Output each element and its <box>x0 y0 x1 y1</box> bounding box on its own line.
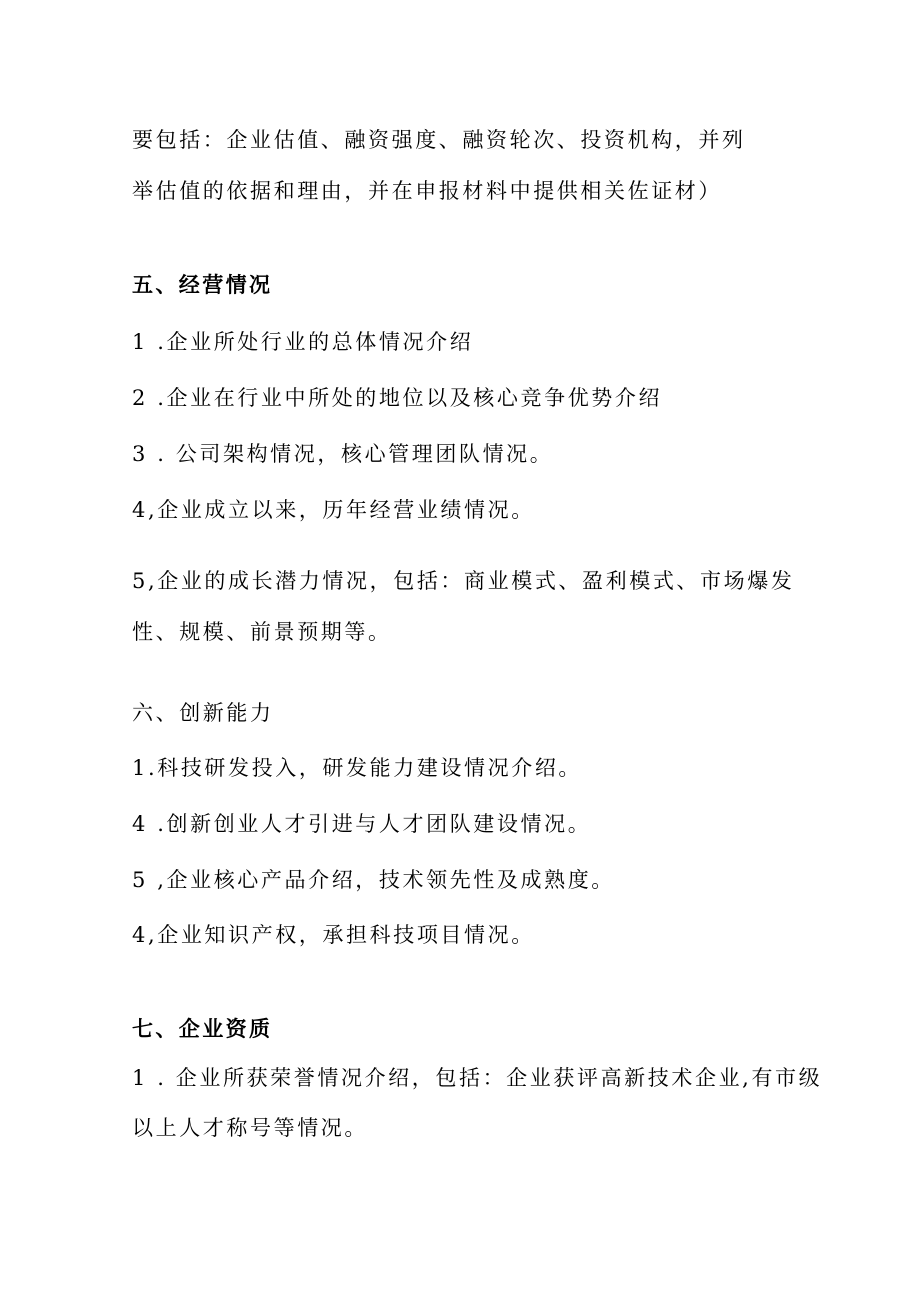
section-5-item-5: 5,企业的成长潜力情况，包括：商业模式、盈利模式、市场爆发 <box>132 569 795 593</box>
section-5-item-1: 1 .企业所处行业的总体情况介绍 <box>132 330 474 354</box>
section-7-item-1-continued: 以上人才称号等情况。 <box>132 1116 368 1140</box>
section-6-heading: 六、创新能力 <box>132 701 274 725</box>
section-5-item-5-continued: 性、规模、前景预期等。 <box>132 620 392 644</box>
section-6-item-2: 4 .创新创业人才引进与人才团队建设情况。 <box>132 812 592 836</box>
section-5-item-4: 4,企业成立以来，历年经营业绩情况。 <box>132 498 535 522</box>
section-6-item-1: 1.科技研发投入，研发能力建设情况介绍。 <box>132 756 583 780</box>
intro-text-line-1: 要包括：企业估值、融资强度、融资轮次、投资机构，并列 <box>132 128 746 152</box>
section-5-item-2: 2 .企业在行业中所处的地位以及核心竞争优势介绍 <box>132 386 663 410</box>
section-7-item-1: 1 . 企业所获荣誉情况介绍，包括：企业获评高新技术企业,有市级 <box>132 1066 823 1090</box>
section-7-heading: 七、企业资质 <box>132 1016 273 1041</box>
section-6-item-4: 4,企业知识产权，承担科技项目情况。 <box>132 923 535 947</box>
section-5-item-3: 3 . 公司架构情况，核心管理团队情况。 <box>132 442 554 466</box>
section-6-item-3: 5 ,企业核心产品介绍，技术领先性及成熟度。 <box>132 868 615 892</box>
section-5-heading: 五、经营情况 <box>132 272 273 297</box>
intro-text-line-2: 举估值的依据和理由，并在申报材料中提供相关佐证材） <box>132 179 722 203</box>
